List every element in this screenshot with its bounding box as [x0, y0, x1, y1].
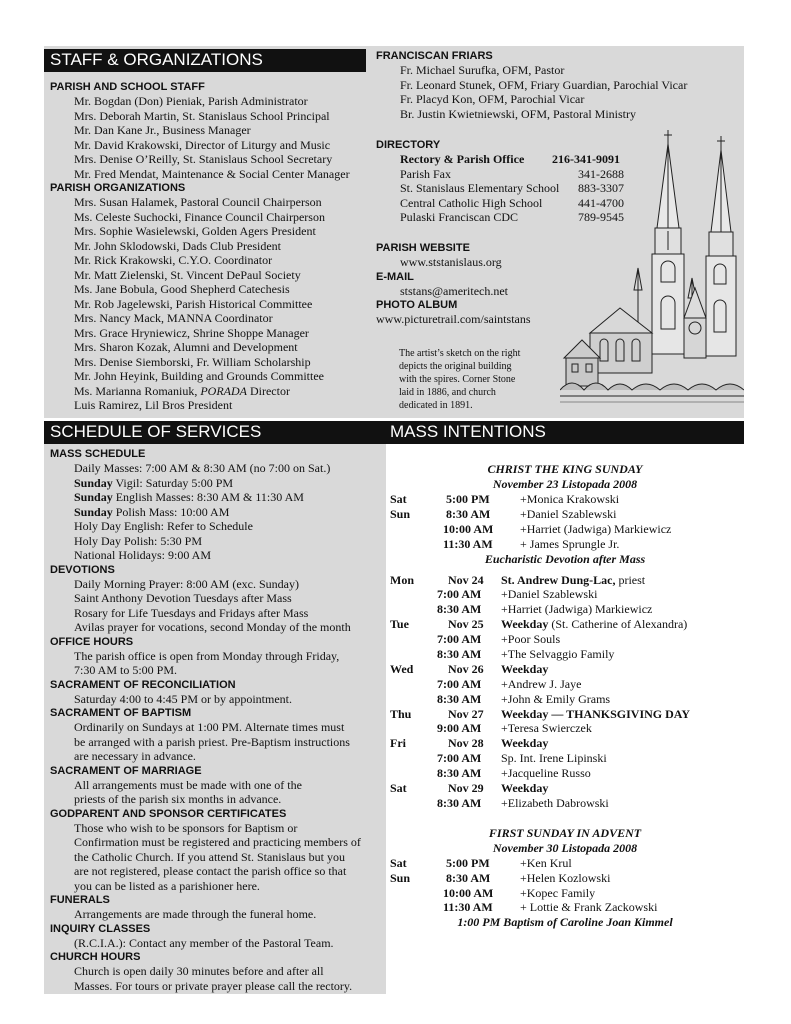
sunday-label: Sunday: [74, 475, 113, 490]
intention-row: [390, 507, 740, 522]
directory-name: Rectory & Parish Office: [400, 152, 525, 166]
time-label: 7:00 AM: [437, 751, 482, 766]
devotion-item: Daily Morning Prayer: 8:00 AM (exc. Sunday): [74, 576, 299, 591]
time-label: 9:00 AM: [437, 721, 482, 736]
intention-text: [501, 692, 610, 707]
day-label: Sat: [390, 855, 407, 870]
schedule-column: [50, 447, 386, 993]
mass-line: National Holidays: 9:00 AM: [74, 548, 211, 562]
time-label: 10:00 AM: [443, 885, 494, 900]
inquiry-heading: INQUIRY CLASSES: [50, 922, 151, 935]
intention-name: +Poor Souls: [501, 632, 561, 647]
staff-column: [50, 80, 370, 413]
date-label: Nov 26: [448, 661, 484, 676]
day-label: Sun: [390, 506, 411, 521]
intention-text: +Kopec Family: [520, 885, 596, 900]
intention-row: [390, 522, 740, 537]
weekday-intentions: [390, 573, 740, 811]
porada-italic: PORADA: [200, 383, 247, 398]
reconciliation-line: Saturday 4:00 to 4:45 PM or by appointment.: [74, 691, 292, 706]
day-label: Sat: [390, 492, 407, 506]
directory-phone: 789-9545: [578, 210, 624, 224]
caption-line: The artist’s sketch on the right: [399, 348, 521, 359]
porada-prefix: Ms. Marianna Romaniuk,: [74, 383, 201, 398]
intention-text: [501, 602, 652, 617]
intention-row: [390, 871, 740, 886]
intention-text: [501, 677, 581, 692]
marriage-heading: SACRAMENT OF MARRIAGE: [50, 764, 202, 777]
organization-item: Mrs. Grace Hryniewicz, Shrine Shoppe Manager: [74, 325, 309, 340]
devotion-item: Saint Anthony Devotion Tuesdays after Mass: [74, 591, 292, 605]
sunday2-note: 1:00 PM Baptism of Caroline Joan Kimmel: [457, 915, 673, 930]
time-label: 8:30 AM: [437, 766, 482, 781]
staff-item: Mr. Dan Kane Jr., Business Manager: [74, 123, 251, 137]
organization-item: Mr. John Sklodowski, Dads Club President: [74, 238, 282, 253]
photo-album-link[interactable]: www.picturetrail.com/saintstans: [376, 312, 531, 326]
time-label: 8:30 AM: [437, 691, 482, 706]
feast-label: Weekday — THANKSGIVING DAY: [501, 706, 691, 721]
organization-item: Mr. Matt Zielenski, St. Vincent DePaul Society: [74, 267, 301, 282]
organization-item: Mrs. Nancy Mack, MANNA Coordinator: [74, 311, 273, 325]
godparent-line: are not registered, please contact the parish office so that: [74, 864, 347, 878]
sunday2-date: November 30 Listopada 2008: [492, 840, 638, 855]
godparent-heading: GODPARENT AND SPONSOR CERTIFICATES: [50, 807, 287, 820]
directory-name: Central Catholic High School: [400, 195, 543, 210]
weekday-row: [390, 617, 740, 632]
mass-line: [50, 476, 386, 491]
sunday1-date: November 23 Listopada 2008: [492, 477, 638, 491]
weekday-row: [390, 766, 740, 781]
funerals-heading: FUNERALS: [50, 894, 110, 906]
godparent-line: Confirmation must be registered and practicing members of: [74, 835, 361, 849]
directory-phone: 883-3307: [578, 181, 624, 195]
friars-block: [376, 49, 746, 121]
staff-item: Mr. Fred Mendat, Maintenance & Social Center Manager: [74, 166, 350, 181]
intention-text: [501, 587, 597, 602]
organization-item: Ms. Jane Bobula, Good Shepherd Catechesis: [74, 282, 290, 296]
intention-name: +Teresa Swierczek: [501, 721, 592, 736]
intention-text: [501, 781, 548, 796]
mass-line: [50, 505, 386, 520]
intention-row: [390, 900, 740, 915]
intention-name: +Daniel Szablewski: [501, 587, 598, 602]
feast-suffix: priest: [615, 572, 646, 587]
sketch-caption: [399, 347, 559, 412]
mass-line-rest: Vigil: Saturday 5:00 PM: [112, 475, 234, 490]
date-label: Nov 25: [448, 617, 484, 632]
church-hours-heading: CHURCH HOURS: [50, 951, 141, 963]
time-label: 5:00 PM: [446, 492, 490, 506]
day-label: Wed: [390, 661, 414, 676]
intention-text: [501, 647, 614, 662]
intention-row: [390, 492, 740, 507]
date-label: Nov 29: [448, 781, 484, 796]
intentions-column: [390, 462, 740, 930]
day-label: Mon: [390, 572, 414, 587]
day-label: Sat: [390, 781, 407, 796]
directory-name: Pulaski Franciscan CDC: [400, 210, 518, 224]
weekday-row: [390, 721, 740, 736]
office-hours-line: The parish office is open from Monday through Friday,: [74, 648, 340, 663]
date-label: Nov 24: [448, 572, 484, 587]
mass-line: [50, 490, 386, 505]
weekday-row: [390, 692, 740, 707]
devotions-heading: DEVOTIONS: [50, 563, 115, 576]
intention-text: [501, 632, 560, 647]
date-label: Nov 27: [448, 706, 484, 721]
directory-phone: 441-4700: [578, 195, 624, 210]
organization-item: Mrs. Sophie Wasielewski, Golden Agers President: [74, 224, 316, 238]
intention-text: +Monica Krakowski: [520, 492, 620, 506]
weekday-row: [390, 602, 740, 617]
sunday1-note: Eucharistic Devotion after Mass: [484, 551, 646, 566]
time-label: 5:00 PM: [446, 855, 490, 870]
mass-line-rest: Polish Mass: 10:00 AM: [112, 504, 230, 519]
intention-row: [390, 886, 740, 901]
feast-label: Weekday: [501, 617, 549, 632]
porada-suffix: Director: [246, 383, 290, 398]
time-label: 8:30 AM: [437, 647, 482, 662]
inquiry-line: (R.C.I.A.): Contact any member of the Pastoral Team.: [74, 935, 334, 950]
baptism-heading: SACRAMENT OF BAPTISM: [50, 707, 192, 719]
organization-item: Luis Ramirez, Lil Bros President: [74, 398, 233, 412]
sunday2-title: FIRST SUNDAY IN ADVENT: [488, 825, 642, 840]
organization-item: Mrs. Sharon Kozak, Alumni and Development: [74, 340, 298, 354]
weekday-row: [390, 751, 740, 766]
time-label: 7:00 AM: [437, 676, 482, 691]
organization-item: Mr. Rick Krakowski, C.Y.O. Coordinator: [74, 253, 273, 267]
time-label: 8:30 AM: [437, 602, 482, 617]
day-label: Sun: [390, 870, 411, 885]
church-hours-line: Masses. For tours or private prayer please call the rectory.: [74, 978, 353, 993]
parish-school-staff-heading: PARISH AND SCHOOL STAFF: [50, 81, 205, 93]
intention-text: [501, 707, 690, 722]
weekday-row: [390, 781, 740, 796]
directory-name: Parish Fax: [400, 166, 451, 181]
staff-section-title: STAFF & ORGANIZATIONS: [44, 49, 366, 72]
intention-row: [390, 537, 740, 552]
weekday-row: [390, 677, 740, 692]
marriage-line: All arrangements must be made with one of the: [74, 777, 302, 792]
godparent-line: you can be listed as a parishioner here.: [74, 878, 260, 893]
weekday-row: [390, 707, 740, 722]
funerals-line: Arrangements are made through the funeral home.: [74, 907, 317, 921]
intention-text: + Lottie & Frank Zackowski: [520, 900, 658, 915]
intention-text: +Helen Kozlowski: [520, 870, 611, 885]
caption-line: with the spires. Corner Stone: [399, 374, 516, 385]
intention-row: [390, 856, 740, 871]
time-label: 8:30 AM: [446, 506, 491, 521]
intentions-section-title: MASS INTENTIONS: [386, 421, 744, 444]
marriage-line: priests of the parish six months in advance.: [74, 792, 282, 806]
website-link[interactable]: www.ststanislaus.org: [400, 255, 502, 269]
church-hours-line: Church is open daily 30 minutes before and after all: [74, 964, 324, 978]
mass-line: Holy Day Polish: 5:30 PM: [74, 533, 203, 548]
intention-text: [501, 617, 687, 632]
intention-text: +Daniel Szablewski: [520, 506, 617, 521]
intention-text: [501, 751, 607, 766]
friar-item: Br. Justin Kwietniewski, OFM, Pastoral Ministry: [400, 106, 637, 121]
intention-name: +Elizabeth Dabrowski: [501, 795, 609, 810]
time-label: 8:30 AM: [437, 795, 482, 810]
intention-name: +John & Emily Grams: [501, 691, 611, 706]
mass-line: Holy Day English: Refer to Schedule: [74, 519, 253, 533]
intention-name: Sp. Int. Irene Lipinski: [501, 751, 607, 766]
intention-text: [501, 736, 548, 751]
feast-label: Weekday: [501, 661, 549, 676]
organization-item: Ms. Celeste Suchocki, Finance Council Chairperson: [74, 209, 325, 224]
friar-item: Fr. Leonard Stunek, OFM, Friary Guardian, Parochial Vicar: [400, 77, 688, 92]
feast-label: Weekday: [501, 736, 549, 751]
intention-text: [501, 662, 548, 677]
feast-label: St. Andrew Dung-Lac,: [501, 572, 616, 587]
email-heading: E-MAIL: [376, 270, 414, 283]
reconciliation-heading: SACRAMENT OF RECONCILIATION: [50, 678, 236, 691]
baptism-line: are necessary in advance.: [74, 749, 196, 763]
friar-item: Fr. Michael Surufka, OFM, Pastor: [400, 63, 565, 77]
date-label: Nov 28: [448, 736, 484, 751]
website-heading: PARISH WEBSITE: [376, 242, 470, 254]
directory-name: St. Stanislaus Elementary School: [400, 181, 560, 195]
staff-item: Mr. David Krakowski, Director of Liturgy and Music: [74, 137, 331, 152]
weekday-row: [390, 573, 740, 588]
email-link[interactable]: ststans@ameritech.net: [400, 283, 509, 298]
devotion-item: Avilas prayer for vocations, second Monday of the month: [74, 620, 351, 634]
mass-line-rest: English Masses: 8:30 AM & 11:30 AM: [112, 490, 304, 504]
mass-line: Daily Masses: 7:00 AM & 8:30 AM (no 7:00 on Sat.): [74, 461, 331, 475]
intention-text: [501, 796, 609, 811]
weekday-row: [390, 587, 740, 602]
photo-album-heading: PHOTO ALBUM: [376, 299, 458, 311]
intention-text: [501, 721, 592, 736]
baptism-line: be arranged with a parish priest. Pre-Baptism instructions: [74, 734, 350, 749]
intention-text: + James Sprungle Jr.: [520, 536, 620, 551]
church-sketch: [560, 128, 744, 416]
staff-item: Mrs. Deborah Martin, St. Stanislaus School Principal: [74, 108, 330, 123]
organization-item: Mrs. Denise Siemborski, Fr. William Scholarship: [74, 354, 311, 369]
directory-heading: DIRECTORY: [376, 139, 441, 151]
time-label: 11:30 AM: [443, 900, 493, 915]
organization-item-porada: [50, 384, 370, 399]
caption-line: laid in 1886, and church: [399, 387, 496, 398]
organization-item: Mr. Rob Jagelewski, Parish Historical Committee: [74, 296, 313, 311]
baptism-line: Ordinarily on Sundays at 1:00 PM. Alternate times must: [74, 720, 345, 734]
intention-text: [501, 573, 645, 588]
intention-text: [501, 766, 591, 781]
organization-item: Mr. John Heyink, Building and Grounds Committee: [74, 369, 324, 383]
godparent-line: the Catholic Church. If you attend St. Stanislaus but you: [74, 849, 345, 864]
godparent-line: Those who wish to be sponsors for Baptism or: [74, 820, 298, 835]
intention-name: +The Selvaggio Family: [501, 647, 615, 662]
time-label: 7:00 AM: [437, 632, 482, 647]
sunday-label: Sunday: [74, 490, 113, 504]
day-label: Thu: [390, 706, 412, 721]
feast-label: Weekday: [501, 781, 549, 796]
mass-schedule-heading: MASS SCHEDULE: [50, 448, 146, 460]
time-label: 8:30 AM: [446, 870, 491, 885]
office-hours-heading: OFFICE HOURS: [50, 635, 134, 648]
devotion-item: Rosary for Life Tuesdays and Fridays after Mass: [74, 605, 309, 620]
feast-suffix: (St. Catherine of Alexandra): [548, 617, 688, 632]
intention-name: +Jacqueline Russo: [501, 766, 591, 781]
day-label: Fri: [390, 736, 406, 751]
time-label: 10:00 AM: [443, 521, 494, 536]
intention-name: +Andrew J. Jaye: [501, 676, 582, 691]
intention-name: +Harriet (Jadwiga) Markiewicz: [501, 602, 653, 617]
caption-line: depicts the original building: [399, 361, 512, 372]
weekday-row: [390, 662, 740, 677]
directory-phone: 216-341-9091: [552, 152, 620, 166]
friars-heading: FRANCISCAN FRIARS: [376, 50, 493, 62]
office-hours-line: 7:30 AM to 5:00 PM.: [74, 663, 178, 677]
sunday-label: Sunday: [74, 504, 113, 519]
sunday1-title: CHRIST THE KING SUNDAY: [487, 462, 643, 476]
staff-item: Mr. Bogdan (Don) Pieniak, Parish Administrator: [74, 94, 308, 108]
intention-text: +Ken Krul: [520, 855, 572, 870]
weekday-row: [390, 632, 740, 647]
contact-block: [376, 241, 576, 327]
weekday-row: [390, 647, 740, 662]
weekday-row: [390, 736, 740, 751]
parish-organizations-heading: PARISH ORGANIZATIONS: [50, 182, 186, 194]
weekday-row: [390, 796, 740, 811]
friar-item: Fr. Placyd Kon, OFM, Parochial Vicar: [400, 92, 585, 106]
intention-text: +Harriet (Jadwiga) Markiewicz: [520, 521, 672, 536]
organization-item: Mrs. Susan Halamek, Pastoral Council Chairperson: [74, 195, 322, 209]
day-label: Tue: [390, 617, 409, 632]
time-label: 7:00 AM: [437, 587, 482, 602]
schedule-section-title: SCHEDULE OF SERVICES: [44, 421, 386, 444]
caption-line: dedicated in 1891.: [399, 400, 473, 411]
directory-phone: 341-2688: [578, 166, 624, 181]
time-label: 11:30 AM: [443, 536, 493, 551]
staff-item: Mrs. Denise O’Reilly, St. Stanislaus School Secretary: [74, 152, 333, 166]
